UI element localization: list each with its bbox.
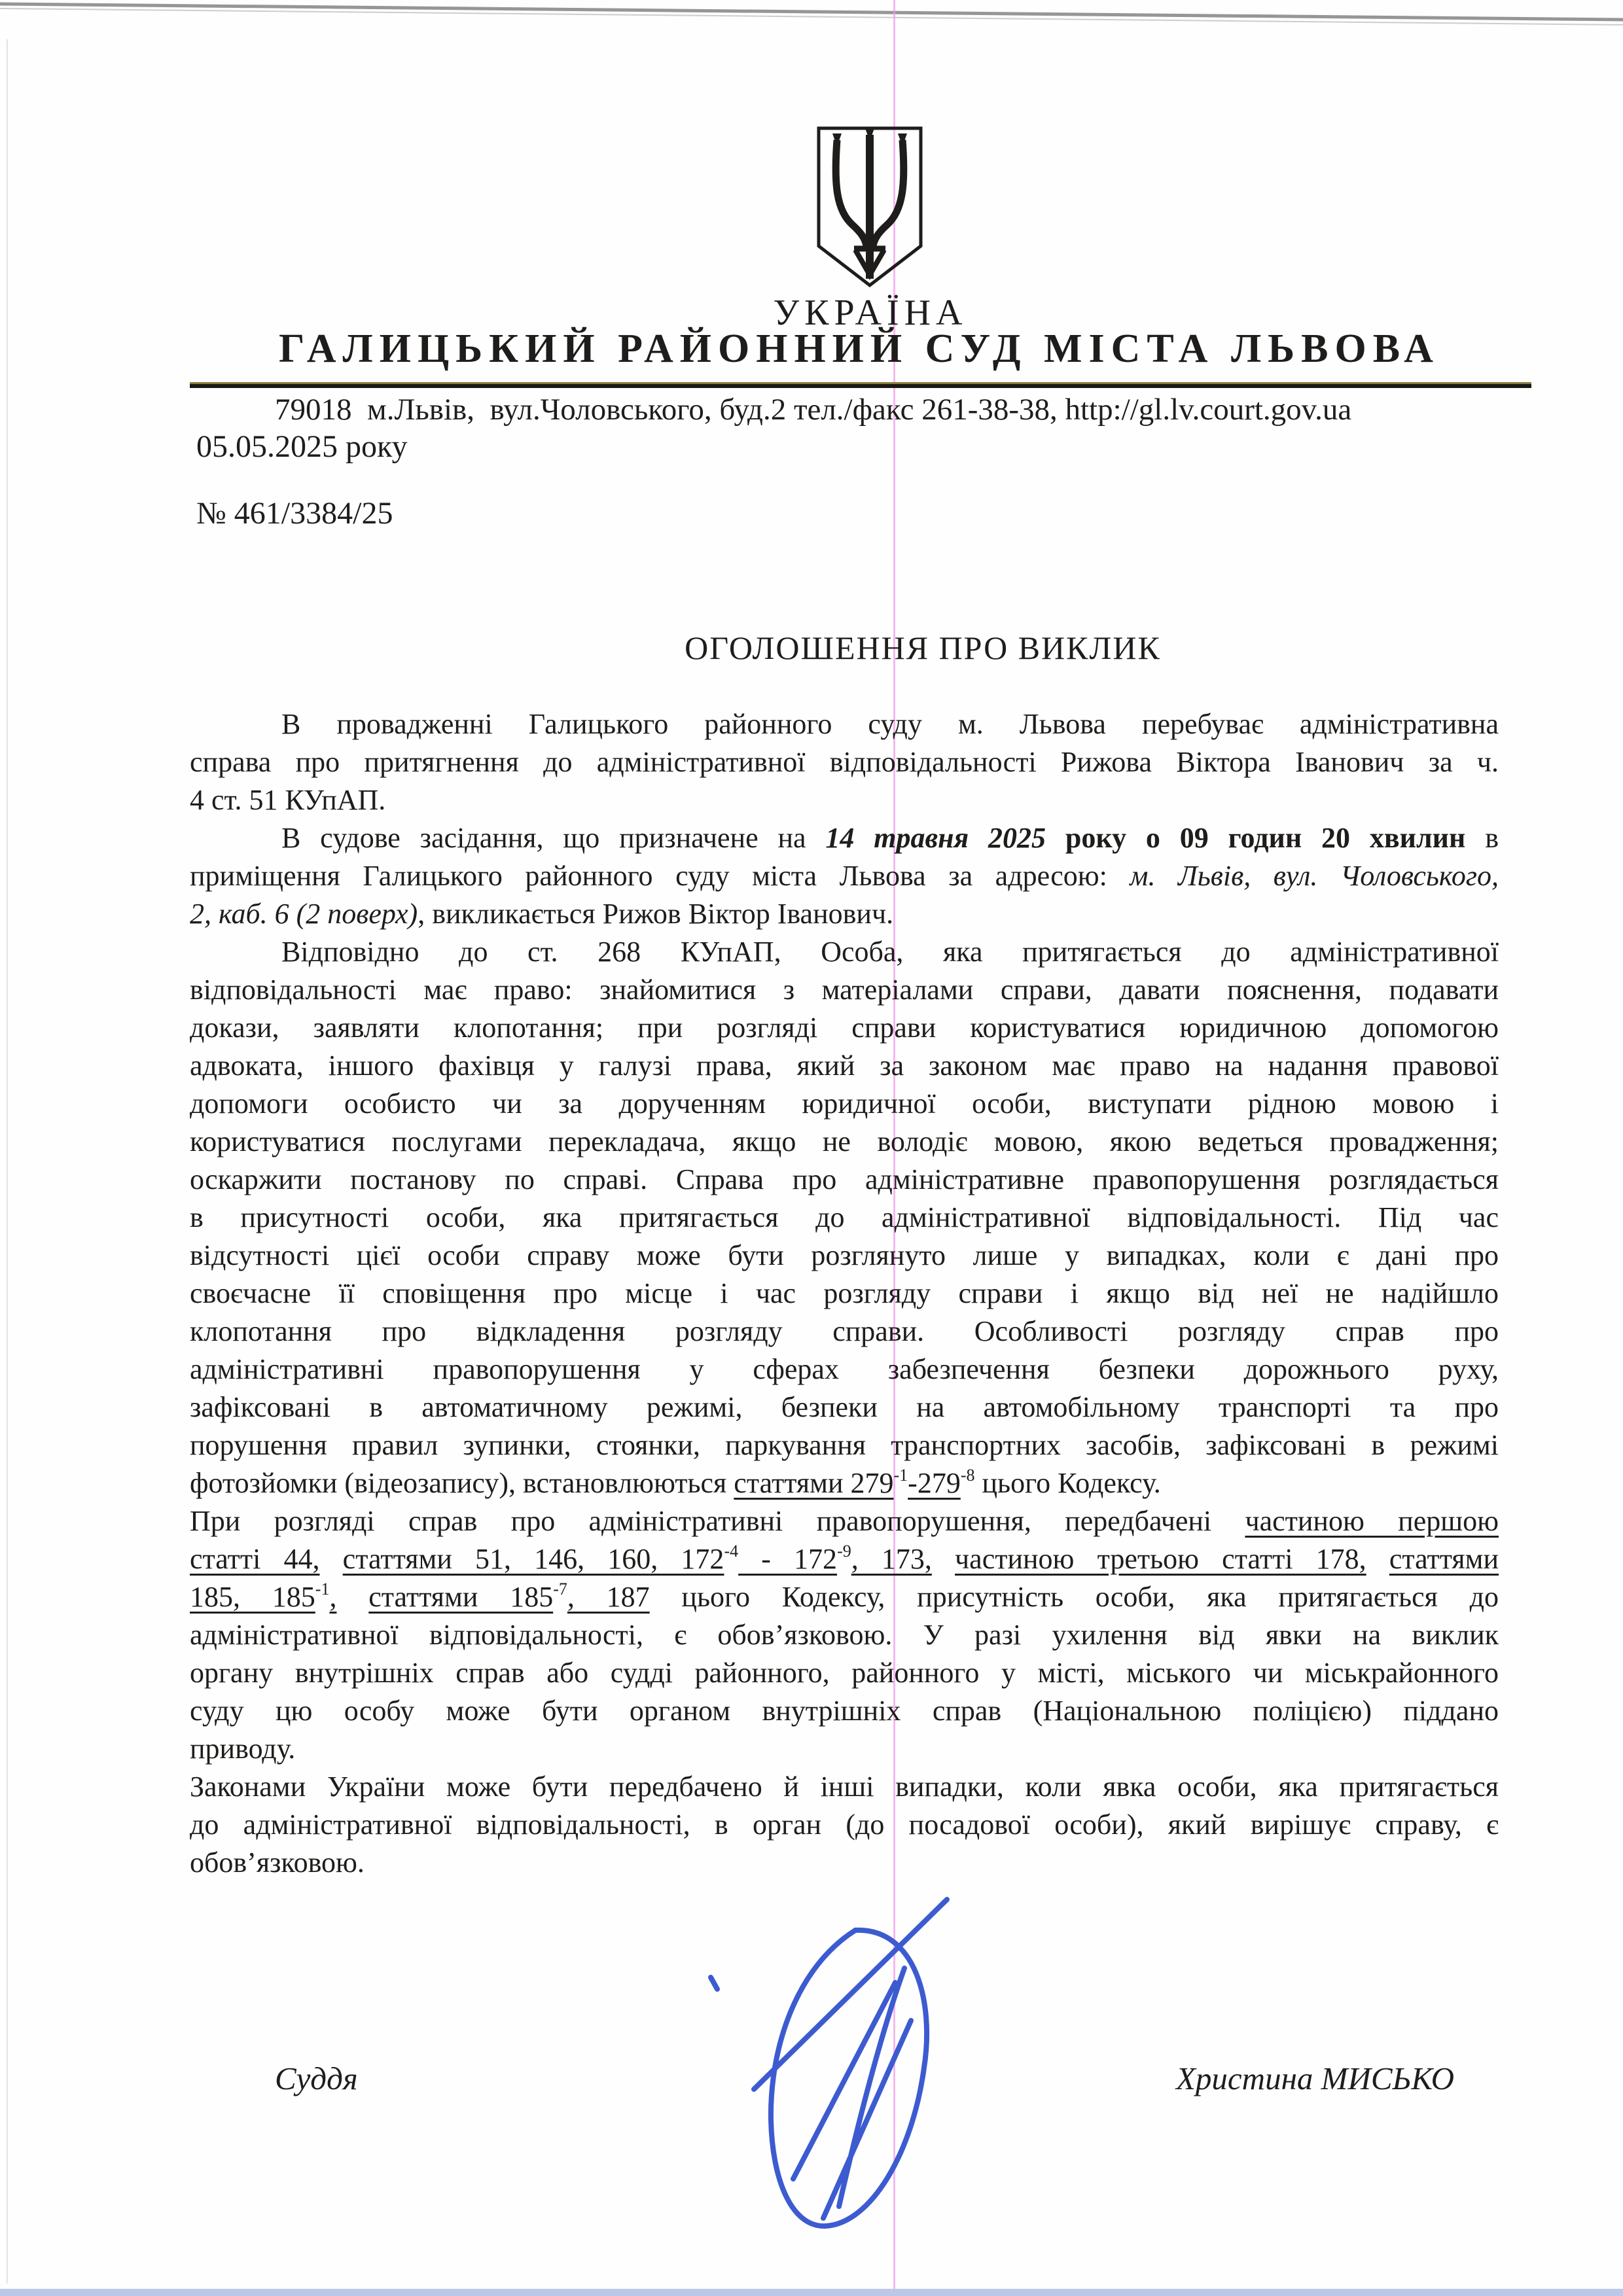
text-run [336,1581,368,1613]
paragraph [190,819,1499,933]
text-run: фотозйомки (відеозапису), встановлюються [190,1467,734,1499]
court-address: 79018 м.Львів, вул.Чоловського, буд.2 тел./факс 261-38-38, http://gl.lv.court.gov.ua [275,393,1352,427]
body-line [190,895,1499,933]
text-run [932,1543,955,1575]
text-run [190,1125,1499,1157]
body-line [190,971,1499,1009]
text-run [190,1695,1499,1727]
text-run: В судове засідання, що призначене на [281,822,826,854]
body-line [190,1768,1499,1806]
text-run: 14 травня 2025 [825,822,1046,854]
text-run: зафіксовані в автоматичному режимі, безпеки на автомобільному транспорті та про [190,1391,1499,1423]
body-line [190,1654,1499,1692]
text-run [190,1619,1499,1651]
text-run: докази, заявляти клопотання; при розгляді справи користуватися юридичною допомогою [190,1012,1499,1044]
body-text [190,705,1499,1882]
text-run: відсутності цієї особи справу може бути розглянуто лише у випадках, коли є дані про [190,1239,1499,1271]
text-run: суду цю особу може бути органом внутрішніх справ (Національною поліцією) піддано [190,1695,1499,1727]
text-run: справа про притягнення до адміністративної відповідальності Рижова Віктора Іванович за ч. [190,746,1499,778]
text-run: статтями 185 [368,1581,554,1613]
text-run [281,936,1499,968]
text-run [190,1771,1499,1803]
text-run [190,1315,1499,1347]
country-name: УКРАЇНА [773,292,968,333]
text-run [975,1467,1161,1499]
body-line [190,1275,1499,1313]
text-run: 2, каб. 6 (2 поверх) [190,898,418,930]
body-line [190,781,1499,819]
body-line [190,1199,1499,1237]
text-run: користуватися послугами перекладача, якщо не володіє мовою, якою ведеться провадження; [190,1125,1499,1157]
text-run: -279 [908,1467,961,1499]
text-run: порушення правил зупинки, стоянки, паркування транспортних засобів, зафіксовані в режимі [190,1429,1499,1461]
text-run: в [1465,822,1499,854]
paragraph [190,1502,1499,1768]
text-run: При розгляді справ про адміністративні правопорушення, передбачені [190,1505,1245,1537]
text-run: статтями 51, 146, 160, 172 [342,1543,724,1575]
text-run [190,1050,1499,1082]
text-run [190,1809,1499,1841]
text-run: - 172 [738,1543,838,1575]
scan-edge-artifact [0,0,1623,39]
body-line [190,1844,1499,1882]
text-run: приводу. [190,1733,296,1765]
text-run: року о 09 годин 20 хвилин [1065,822,1466,854]
body-line [190,1085,1499,1123]
document-date: 05.05.2025 року [196,429,408,464]
case-number: № 461/3384/25 [196,496,393,531]
text-run: адвоката, іншого фахівця у галузі права, який за законом має право на надання правової [190,1050,1499,1082]
body-line [190,743,1499,781]
text-run [190,1277,1499,1309]
text-run [190,898,893,930]
underlined-text-run [190,1543,320,1575]
text-run [1366,1543,1389,1575]
body-line [190,1616,1499,1654]
text-run: цього Кодексу, присутність особи, яка притягається до [649,1581,1499,1613]
text-run [190,1201,1499,1233]
text-run [190,1429,1499,1461]
body-line [190,1237,1499,1275]
text-run [190,1467,734,1499]
text-run: органу внутрішніх справ або судді районного, районного у місті, міського чи міськрайонного [190,1657,1499,1689]
text-run: Відповідно до ст. 268 КУпАП, Особа, яка притягається до адміністративної [281,936,1499,968]
paragraph [190,1768,1499,1882]
text-run: допомоги особисто чи за дорученням юридичної особи, виступати рідною мовою і [190,1087,1499,1120]
document-title: ОГОЛОШЕННЯ ПРО ВИКЛИК [685,629,1161,666]
text-run [190,784,385,816]
text-run [190,1391,1499,1423]
text-run: оскаржити постанову по справі. Справа про адміністративне правопорушення розглядається [190,1163,1499,1195]
body-line [190,1502,1499,1540]
text-run: статтями [1389,1543,1499,1575]
text-run: в присутності особи, яка притягається до адміністративної відповідальності. Під час [190,1201,1499,1233]
body-line [190,1426,1499,1464]
text-run [190,1163,1499,1195]
text-run [190,1239,1499,1271]
body-line [190,1123,1499,1161]
underlined-text-run: статтями 51, 146, 160, 172-4 - 172-9, 173, [342,1542,932,1575]
text-run: частиною першою [1245,1505,1499,1537]
text-run [320,1543,343,1575]
text-run: статті 44, [190,1543,320,1575]
text-run: , викликається Рижов Віктор Іванович. [418,898,894,930]
text-run [1366,1543,1389,1575]
text-run [190,1012,1499,1044]
text-run: Законами України може бути передбачено й інші випадки, коли явка особи, яка притягається [190,1771,1499,1803]
text-run: , 187 [567,1581,650,1613]
text-run: м. Львів, вул. Чоловського, [1130,860,1499,892]
scan-bottom-edge-artifact [0,2289,1623,2296]
text-run: адміністративної відповідальності, є обов’язковою. У разі ухилення від явки на виклик [190,1619,1499,1651]
underlined-text-run: 185, 185-1, [190,1580,337,1613]
underlined-text-run [1245,1505,1499,1537]
text-run: до адміністративної відповідальності, в орган (до посадової особи), який вирішує справу, є [190,1809,1499,1841]
body-line [190,1009,1499,1047]
text-run: 4 ст. 51 КУпАП. [190,784,386,816]
text-run: 185, 185 [190,1581,315,1613]
body-line [190,1464,1499,1502]
body-line [190,705,1499,743]
text-run: статтями 279 [734,1467,894,1499]
judge-label: Суддя [275,2060,358,2096]
text-run [650,1581,1499,1613]
underlined-text-run [1389,1543,1499,1575]
underlined-text-run: статтями 185-7, 187 [368,1580,650,1613]
text-run [932,1543,955,1575]
body-line [190,1540,1499,1578]
text-run [190,974,1499,1006]
text-run [190,860,1499,892]
text-run [190,1733,295,1765]
text-run: частиною третьою статті 178, [955,1543,1366,1575]
body-line [190,1047,1499,1085]
body-line [190,1388,1499,1426]
body-line [190,819,1499,857]
text-run [190,1505,1245,1537]
text-run: , 173, [851,1543,932,1575]
body-line [190,1692,1499,1730]
header-divider [190,382,1531,388]
text-run: В провадженні Галицького районного суду м. Львова перебуває адміністративна [281,708,1499,740]
judge-name: Христина МИСЬКО [1176,2060,1455,2096]
body-line [190,1351,1499,1388]
text-run [281,708,1499,740]
paragraph [190,705,1499,819]
text-run: клопотання про відкладення розгляду справи. Особливості розгляду справ про [190,1315,1499,1347]
ukraine-trident-emblem-icon [813,124,926,289]
body-line [190,1806,1499,1844]
text-run: приміщення Галицького районного суду міста Львова за адресою: [190,860,1130,892]
text-run [336,1581,368,1613]
text-run: обов’язковою. [190,1846,365,1879]
text-run: адміністративні правопорушення у сферах забезпечення безпеки дорожнього руху, [190,1353,1499,1385]
paragraph [190,933,1499,1502]
scan-left-edge-artifact [7,39,8,2284]
body-line [190,933,1499,971]
text-run [190,1657,1499,1689]
text-run [1046,822,1065,854]
text-run [320,1543,343,1575]
underlined-text-run: статтями 279-1-279-8 [734,1466,975,1499]
text-run [190,746,1499,778]
underlined-text-run [955,1543,1366,1575]
text-run [190,1087,1499,1120]
text-run [190,1353,1499,1385]
body-line [190,857,1499,895]
court-name: ГАЛИЦЬКИЙ РАЙОННИЙ СУД МІСТА ЛЬВОВА [279,327,1440,371]
text-run: , [329,1581,337,1613]
body-line [190,1578,1499,1616]
text-run [190,1846,365,1879]
text-run: своєчасне її сповіщення про місце і час розгляду справи і якщо від неї не надійшло [190,1277,1499,1309]
handwritten-signature [681,1884,982,2238]
body-line [190,1730,1499,1768]
body-line [190,1313,1499,1351]
text-run [281,822,1499,854]
text-run: цього Кодексу. [974,1467,1161,1499]
text-run: відповідальності має право: знайомитися з матеріалами справи, давати пояснення, подавати [190,974,1499,1006]
body-line [190,1161,1499,1199]
